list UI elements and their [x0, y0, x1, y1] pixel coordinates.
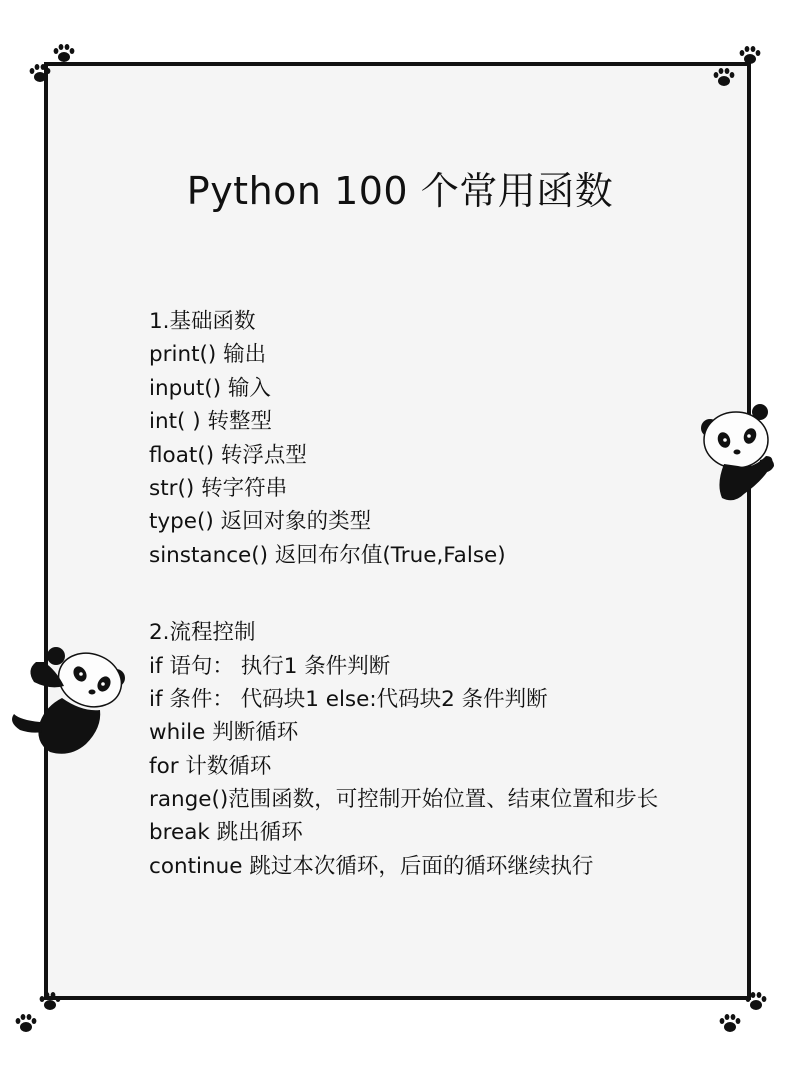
paw-print-icon [744, 990, 768, 1012]
paw-print-icon [712, 66, 736, 88]
paw-print-icon [28, 62, 52, 84]
list-item: float() 转浮点型 [149, 442, 307, 468]
list-item: type() 返回对象的类型 [149, 509, 372, 535]
list-item: range()范围函数，可控制开始位置、结束位置和步长 [149, 787, 659, 813]
list-item: sinstance() 返回布尔值(True,False) [149, 542, 506, 568]
panda-icon [6, 642, 128, 760]
paw-print-icon [14, 1012, 38, 1034]
document-body [149, 305, 658, 883]
list-item: int( ) 转整型 [149, 409, 272, 435]
section-flow-control [149, 616, 658, 883]
list-item: str() 转字符串 [149, 475, 288, 501]
list-item: for 计数循环 [149, 753, 272, 779]
paw-print-icon [718, 1012, 742, 1034]
section-spacer [149, 572, 658, 616]
list-item: break 跳出循环 [149, 820, 303, 846]
list-item: if 语句： 执行1 条件判断 [149, 653, 391, 679]
paw-print-icon [52, 42, 76, 64]
list-item: if 条件： 代码块1 else:代码块2 条件判断 [149, 686, 548, 712]
paw-print-icon [738, 44, 762, 66]
paw-print-icon [38, 990, 62, 1012]
list-item: input() 输入 [149, 375, 271, 401]
list-item: continue 跳过本次循环，后面的循环继续执行 [149, 853, 594, 879]
section-heading: 1.基础函数 [149, 309, 256, 334]
page-title: Python 100 个常用函数 [186, 169, 614, 213]
section-heading: 2.流程控制 [149, 620, 256, 646]
list-item: while 判断循环 [149, 720, 299, 746]
list-item: print() 输出 [149, 342, 267, 368]
panda-icon [694, 400, 780, 504]
section-basic-functions [149, 305, 658, 572]
